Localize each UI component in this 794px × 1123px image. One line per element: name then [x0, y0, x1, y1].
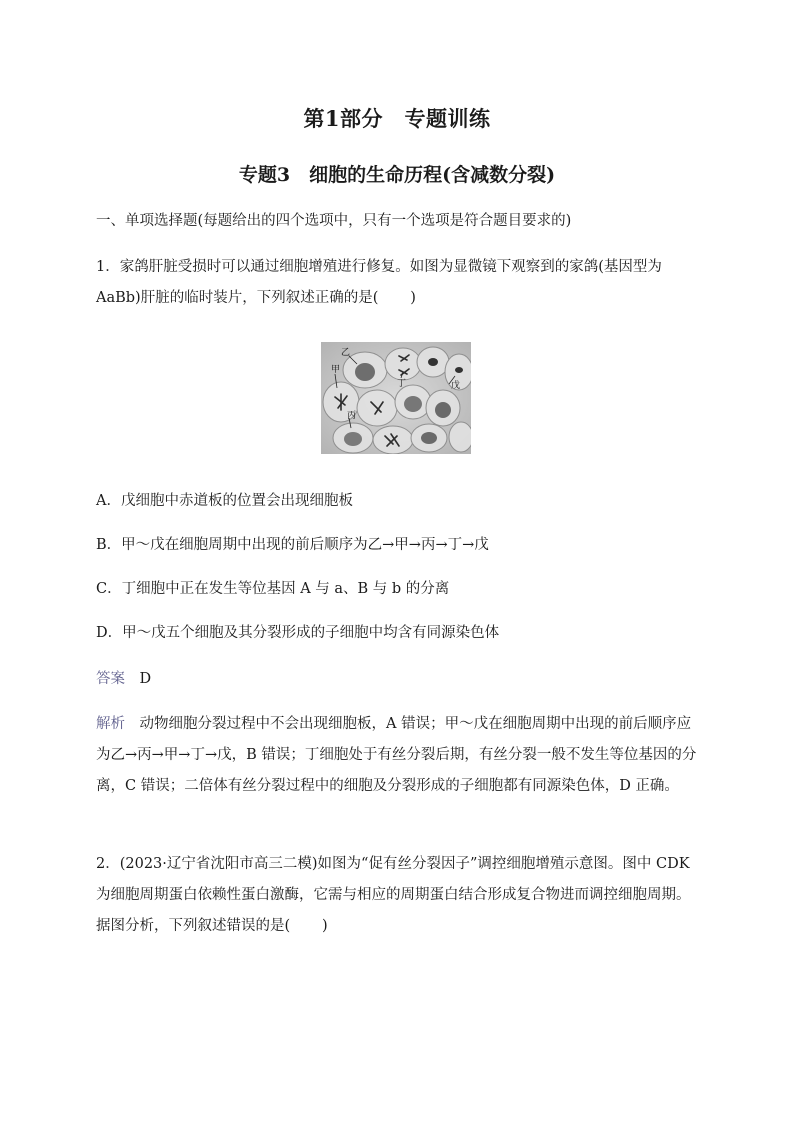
answer-value: D — [139, 671, 152, 687]
answer-line — [96, 664, 700, 695]
analysis-block — [96, 709, 700, 802]
micrograph-figure — [321, 342, 471, 454]
option-a: A．戊细胞中赤道板的位置会出现细胞板 — [96, 493, 353, 509]
analysis-label: 解析 — [96, 716, 125, 732]
label-bing: 丙 — [347, 411, 357, 421]
option-c: C．丁细胞中正在发生等位基因 A 与 a、B 与 b 的分离 — [96, 581, 450, 597]
question-2-stem-end: ) — [322, 918, 328, 934]
question-1-stem-text: 1．家鸽肝脏受损时可以通过细胞增殖进行修复。如图为显微镜下观察到的家鸽(基因型为 AaBb)肝脏的临时装片，下列叙述正确的是( — [96, 259, 662, 306]
analysis-text: 动物细胞分裂过程中不会出现细胞板，A 错误；甲～戊在细胞周期中出现的前后顺序应为乙→丙→甲→丁→戊，B 错误；丁细胞处于有丝分裂后期，有丝分裂一般不发生等位基因的分离，C 错误；二倍体有丝分裂过程中的细胞及分裂形成的子细胞都有同源染色体，D 正确。 — [96, 716, 697, 794]
section-heading: 一、单项选择题(每题给出的四个选项中，只有一个选项是符合题目要求的) — [96, 213, 572, 229]
label-ding: 丁 — [397, 379, 407, 389]
label-wu: 戊 — [451, 381, 461, 391]
part-title: 第1部分 专题训练 — [303, 106, 491, 131]
option-d: D．甲～戊五个细胞及其分裂形成的子细胞中均含有同源染色体 — [96, 625, 500, 641]
answer-label: 答案 — [96, 671, 125, 687]
question-2-stem — [96, 849, 700, 942]
option-b: B．甲～戊在细胞周期中出现的前后顺序为乙→甲→丙→丁→戊 — [96, 537, 489, 553]
question-1-stem-end: ) — [410, 290, 416, 306]
topic-title: 专题3 细胞的生命历程(含减数分裂) — [238, 164, 556, 186]
label-yi: 乙 — [341, 348, 351, 358]
question-2-stem-text: 2．(2023·辽宁省沈阳市高三二模)如图为“促有丝分裂因子”调控细胞增殖示意图。图中 CDK 为细胞周期蛋白依赖性蛋白激酶，它需与相应的周期蛋白结合形成复合物进而调控细胞周期。据图分析，下列叙述错误的是( — [96, 856, 691, 934]
label-jia: 甲 — [331, 365, 341, 375]
question-1-stem — [96, 252, 700, 314]
